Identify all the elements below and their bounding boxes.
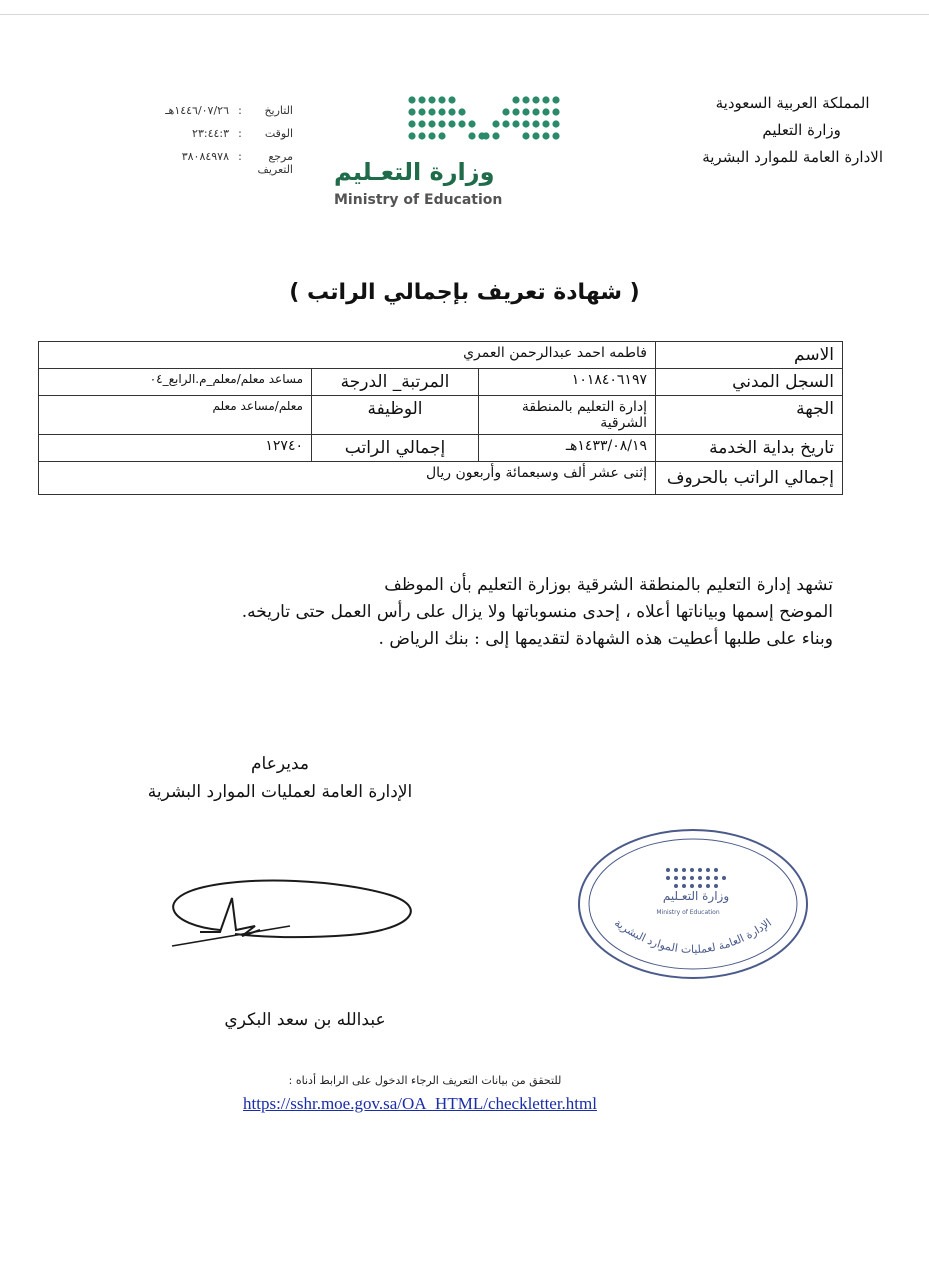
civil-id-value: ١٠١٨٤٠٦١٩٧	[479, 369, 656, 396]
stamp-dot	[682, 868, 686, 872]
date-value: ١٤٤٦/٠٧/٢٦هـ	[165, 104, 229, 117]
logo-dot	[542, 108, 549, 115]
svg-text:الإدارة العامة لعمليات الموارد	[612, 916, 774, 956]
handwritten-signature	[160, 860, 440, 960]
body-line: الموضح إسمها وبياناتها أعلاه ، إحدى منسوباتها ولا يزال على رأس العمل حتى تاريخه.	[241, 602, 833, 622]
logo-dot	[522, 96, 529, 103]
logo-dot	[458, 120, 465, 127]
logo-dot	[408, 132, 415, 139]
logo-dot	[542, 132, 549, 139]
civil-id-label: السجل المدني	[656, 369, 843, 396]
logo-dot	[522, 132, 529, 139]
logo-dot	[532, 120, 539, 127]
logo-english-text: Ministry of Education	[334, 192, 503, 208]
service-start-label: تاريخ بداية الخدمة	[656, 435, 843, 462]
entity-label: الجهة	[656, 396, 843, 435]
top-divider	[0, 14, 929, 15]
logo-dot	[428, 132, 435, 139]
name-value: فاطمه احمد عبدالرحمن العمري	[39, 342, 656, 369]
logo-dot	[492, 132, 499, 139]
logo-dot	[552, 120, 559, 127]
meta-ref-row	[118, 150, 293, 176]
colon: :	[238, 127, 242, 140]
table-row	[39, 396, 843, 435]
logo-dot	[512, 120, 519, 127]
table-row	[39, 369, 843, 396]
logo-dot	[418, 96, 425, 103]
certificate-body	[113, 572, 833, 653]
stamp-dot	[690, 884, 694, 888]
stamp-ministry-ar: وزارة التعـليم	[662, 889, 730, 903]
logo-dot	[438, 120, 445, 127]
logo-dot	[428, 108, 435, 115]
stamp-ring-text: الإدارة العامة لعمليات الموارد البشرية	[612, 916, 774, 957]
grade-value: مساعد معلم/معلم_م.الرابع_٠٤	[39, 369, 312, 396]
stamp-dot	[690, 868, 694, 872]
verification-note: للتحقق من بيانات التعريف الرجاء الدخول على الرابط أدناه :	[288, 1074, 562, 1087]
stamp-dot	[706, 868, 710, 872]
employee-info-table	[38, 341, 843, 495]
logo-dot	[448, 96, 455, 103]
stamp-dot	[714, 884, 718, 888]
logo-dot	[532, 108, 539, 115]
time-label: الوقت	[264, 127, 293, 140]
logo-dot	[512, 96, 519, 103]
logo-dot	[458, 108, 465, 115]
logo-dot	[438, 108, 445, 115]
stamp-dot	[698, 884, 702, 888]
service-start-value: ١٤٣٣/٠٨/١٩هـ	[479, 435, 656, 462]
logo-dot	[448, 108, 455, 115]
stamp-dot	[666, 868, 670, 872]
stamp-dot	[714, 868, 718, 872]
signatory-role: مديرعام	[251, 754, 309, 774]
ref-label: مرجع التعريف	[257, 150, 293, 176]
signatory-department: الإدارة العامة لعمليات الموارد البشرية	[147, 782, 413, 802]
time-value: ٢٣:٤٤:٣	[192, 127, 229, 140]
stamp-dot	[698, 868, 702, 872]
verification-link[interactable]: https://sshr.moe.gov.sa/OA_HTML/checkletter.html	[243, 1094, 597, 1113]
logo-dot	[468, 120, 475, 127]
stamp-dot	[706, 876, 710, 880]
logo-dot	[502, 120, 509, 127]
logo-dot	[552, 132, 559, 139]
logo-dot	[438, 132, 445, 139]
date-label: التاريخ	[264, 104, 293, 117]
document-meta	[118, 104, 293, 186]
logo-dot	[522, 108, 529, 115]
salary-label: إجمالي الراتب	[312, 435, 479, 462]
meta-time-row	[118, 127, 293, 140]
salary-words-label: إجمالي الراتب بالحروف	[656, 462, 843, 495]
colon: :	[238, 104, 242, 117]
logo-dot	[418, 132, 425, 139]
logo-dot	[552, 108, 559, 115]
logo-arabic-text: وزارة التعـليم	[334, 158, 495, 186]
logo-dot	[542, 96, 549, 103]
logo-dot	[438, 96, 445, 103]
stamp-dot	[706, 884, 710, 888]
stamp-dot	[714, 876, 718, 880]
signatory-title	[130, 750, 430, 806]
table-row	[39, 435, 843, 462]
table-row	[39, 462, 843, 495]
stamp-ministry-en: Ministry of Education	[656, 909, 720, 916]
name-label: الاسم	[656, 342, 843, 369]
logo-dot	[408, 96, 415, 103]
grade-label: المرتبة_ الدرجة	[312, 369, 479, 396]
logo-dot	[492, 120, 499, 127]
stamp-dot	[674, 884, 678, 888]
stamp-dot	[674, 868, 678, 872]
entity-value: إدارة التعليم بالمنطقة الشرقية	[479, 396, 656, 435]
meta-date-row	[118, 104, 293, 117]
logo-dot	[428, 96, 435, 103]
logo-dot	[552, 96, 559, 103]
logo-dot	[532, 132, 539, 139]
logo-dot	[408, 108, 415, 115]
kingdom-name: المملكة العربية السعودية	[715, 94, 870, 112]
colon: :	[238, 150, 242, 163]
logo-dot	[418, 108, 425, 115]
logo-dot	[542, 120, 549, 127]
logo-dot	[502, 108, 509, 115]
stamp-dot	[674, 876, 678, 880]
logo-dot	[512, 108, 519, 115]
certificate-title: ( شهادة تعريف بإجمالي الراتب )	[289, 280, 640, 305]
department-name: الادارة العامة للموارد البشرية	[702, 148, 883, 166]
body-line: تشهد إدارة التعليم بالمنطقة الشرقية بوزارة التعليم بأن الموظف	[384, 575, 833, 595]
logo-dot	[522, 120, 529, 127]
stamp-dot	[722, 876, 726, 880]
salary-value: ١٢٧٤٠	[39, 435, 312, 462]
signatory-name: عبدالله بن سعد البكري	[224, 1010, 386, 1030]
logo-dot	[408, 120, 415, 127]
logo-dot	[418, 120, 425, 127]
ministry-name: وزارة التعليم	[762, 121, 841, 139]
body-line: وبناء على طلبها أعطيت هذه الشهادة لتقديمها إلى : بنك الرياض .	[378, 629, 833, 649]
logo-dot	[482, 132, 489, 139]
stamp-dot	[666, 876, 670, 880]
logo-dot	[448, 120, 455, 127]
stamp-dot	[682, 884, 686, 888]
logo-dot	[532, 96, 539, 103]
logo-dot	[468, 132, 475, 139]
stamp-dot	[690, 876, 694, 880]
stamp-dot	[698, 876, 702, 880]
ref-value: ٣٨٠٨٤٩٧٨	[181, 150, 229, 163]
header-org-block	[702, 90, 883, 171]
salary-words-value: إثنى عشر ألف وسبعمائة وأربعون ريال	[39, 462, 656, 495]
stamp-dot	[682, 876, 686, 880]
job-label: الوظيفة	[312, 396, 479, 435]
job-value: معلم/مساعد معلم	[39, 396, 312, 435]
official-stamp	[576, 826, 810, 982]
logo-dot	[428, 120, 435, 127]
table-row	[39, 342, 843, 369]
